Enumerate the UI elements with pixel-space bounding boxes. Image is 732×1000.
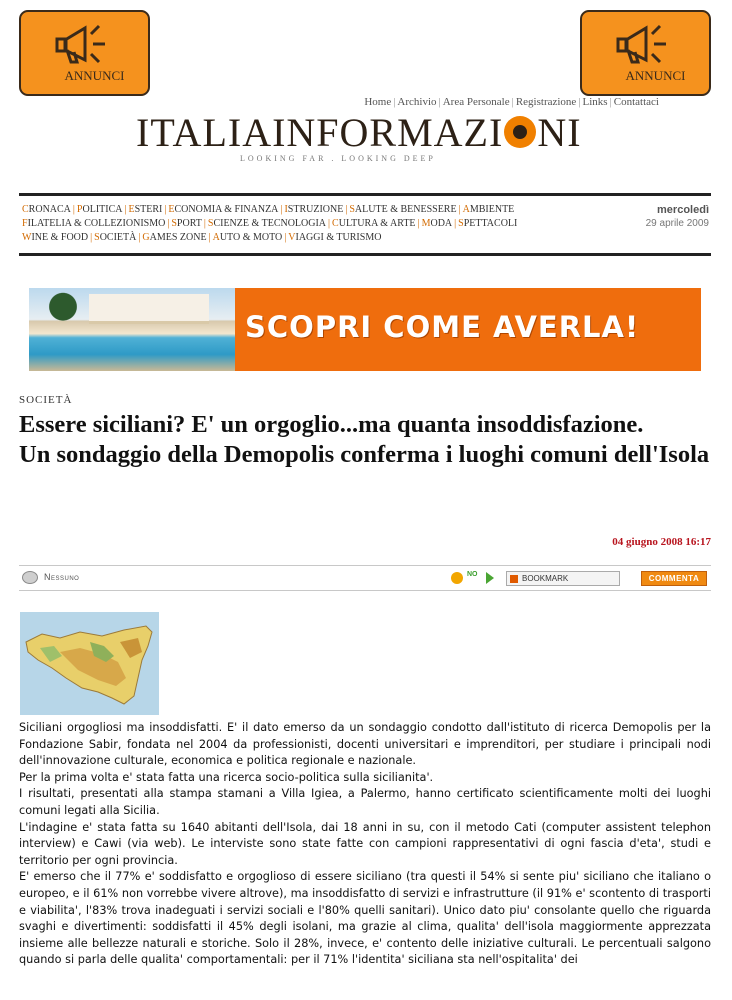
logo-part-ni: NI [537, 110, 582, 155]
ad-label: ANNUNCI [64, 68, 125, 83]
link-home[interactable]: Home [364, 96, 392, 108]
nav-separator: | [458, 204, 461, 215]
article-headline [19, 410, 719, 470]
article-paragraph: Per la prima volta e' stata fatta una ricerca socio-politica sulla sicilianita'. [19, 770, 434, 784]
ad-banner[interactable] [29, 288, 701, 371]
nav-item-wine-food[interactable]: WINE & FOOD [22, 232, 89, 243]
article-toolbar [19, 565, 711, 591]
sicily-map-image [20, 612, 159, 715]
headline-line-2: Un sondaggio della Demopolis conferma i luoghi comuni dell'Isola [19, 441, 710, 468]
nav-item-politica[interactable]: POLITICA [76, 204, 123, 215]
nav-row [22, 231, 582, 245]
nav-separator: | [203, 218, 206, 229]
comment-count[interactable]: Nessuno [44, 572, 80, 582]
nav-item-viaggi-turismo[interactable]: VIAGGI & TURISMO [288, 232, 382, 243]
nav-separator: | [280, 204, 283, 215]
nav-item-auto-moto[interactable]: AUTO & MOTO [212, 232, 283, 243]
nav-separator: | [138, 232, 141, 243]
article-date: 04 giugno 2008 16:17 [612, 536, 711, 548]
ad-box-right[interactable] [580, 10, 711, 96]
nav-item-filatelia-collezionismo[interactable]: FILATELIA & COLLEZIONISMO [22, 218, 166, 229]
link-links[interactable]: Links [582, 96, 608, 108]
bookmark-button[interactable]: BOOKMARK [506, 571, 620, 586]
article-paragraph: Siciliani orgogliosi ma insoddisfatti. E' il dato emerso da un sondaggio condotto dall'istituto di ricerca Demopolis per la Fondazione Sabir, fondata nel 2004 da professionisti, docenti universitari e imprenditori, per studiare i principali nodi dell'innovazione culturale, economica e politica regionale e nazionale. [19, 721, 711, 768]
nav-item-games-zone[interactable]: GAMES ZONE [142, 232, 207, 243]
nav-separator: | [328, 218, 331, 229]
nav-separator: | [124, 204, 127, 215]
ad-label: ANNUNCI [625, 68, 686, 83]
current-date [646, 204, 709, 229]
article-body [19, 720, 711, 969]
comment-button[interactable]: COMMENTA [641, 571, 707, 586]
speech-bubble-icon [22, 571, 38, 584]
banner-pool-photo [29, 288, 235, 371]
nav-separator: | [167, 218, 170, 229]
nav-row [22, 203, 582, 217]
date-full: 29 aprile 2009 [645, 218, 709, 229]
logo-part-informazi: INFORMAZI [272, 110, 504, 155]
nav-separator: | [90, 232, 93, 243]
nav-item-ambiente[interactable]: AMBIENTE [462, 204, 515, 215]
article-paragraph: L'indagine e' stata fatta su 1640 abitanti dell'Isola, dai 18 anni in su, con il metodo Cati (computer assistent telephon interview) e Cawi (via web). Le interviste sono state fatte con campioni rappresentativi di ogni fascia d'eta', studi e territorio per ogni provincia. [19, 820, 711, 867]
nav-separator: | [164, 204, 167, 215]
banner-text: SCOPRI COME AVERLA! [245, 310, 640, 344]
link-area-personale[interactable]: Area Personale [442, 96, 510, 108]
eye-icon [504, 116, 536, 148]
nav-separator: | [208, 232, 211, 243]
nav-separator: | [417, 218, 420, 229]
share-play-icon[interactable] [486, 572, 494, 584]
article-paragraph: E' emerso che il 77% e' soddisfatto e orgoglioso di essere siciliano (tra questi il 54% si sente piu' siciliano che italiano o europeo, e il 61% non vorrebbe vivere altrove), ma insoddisfatto di servizi e infrastrutture (il 91% e' scontento di trasporti e viabilita', l'83% trova inadeguati i servizi sociali e l'80% quelli sanitari). Unico dato piu' consolante quello che riguarda svaghi e divertimenti: soddisfatti il 45% degli isolani, ma grazie al clima, qualita' dell'isola maggiormente apprezzata insieme alle bellezze naturali e storiche. Solo il 28%, invece, e' contento delle iniziative culturali. Le percentuali salgono quando si parla delle qualita' comportamentali: per il 71% l'identita' siciliana sta nell'ospitalita' dei [19, 870, 711, 967]
nav-row [22, 217, 582, 231]
top-links: Home | Archivio | Area Personale | Registrazione | Links | Contattaci [364, 96, 659, 108]
article-paragraph: I risultati, presentati alla stampa stamani a Villa Igiea, a Palermo, hanno certificato scientificamente molti dei luoghi comuni legati alla Sicilia. [19, 787, 711, 817]
logo-tagline: LOOKING FAR . LOOKING DEEP [240, 154, 436, 163]
nav-item-spettacoli[interactable]: SPETTACOLI [458, 218, 518, 229]
nav-separator: | [345, 204, 348, 215]
date-day: mercoledì [657, 204, 709, 216]
link-archivio[interactable]: Archivio [397, 96, 437, 108]
nav-item-sport[interactable]: SPORT [171, 218, 202, 229]
megaphone-icon [612, 20, 682, 70]
nav-item-esteri[interactable]: ESTERI [128, 204, 163, 215]
category-nav [19, 193, 711, 256]
nav-item-moda[interactable]: MODA [421, 218, 453, 229]
nav-item-economia-finanza[interactable]: ECONOMIA & FINANZA [168, 204, 279, 215]
site-logo[interactable] [136, 110, 586, 163]
megaphone-icon [51, 20, 121, 70]
nav-item-cronaca[interactable]: CRONACA [22, 204, 71, 215]
ad-box-left[interactable] [19, 10, 150, 96]
nav-separator: | [284, 232, 287, 243]
nav-item-cultura-arte[interactable]: CULTURA & ARTE [332, 218, 416, 229]
share-no-icon[interactable]: NO [467, 571, 478, 578]
link-registrazione[interactable]: Registrazione [515, 96, 577, 108]
nav-item-societ[interactable]: SOCIETÀ [94, 232, 137, 243]
nav-item-scienze-tecnologia[interactable]: SCIENZE & TECNOLOGIA [207, 218, 327, 229]
nav-item-salute-benessere[interactable]: SALUTE & BENESSERE [349, 204, 457, 215]
logo-part-italia: ITALIA [136, 110, 273, 155]
section-label[interactable]: SOCIETÀ [19, 394, 73, 406]
nav-item-istruzione[interactable]: ISTRUZIONE [284, 204, 344, 215]
share-orange-icon[interactable] [451, 572, 463, 584]
headline-line-1: Essere siciliani? E' un orgoglio...ma quanta insoddisfazione. [19, 411, 644, 438]
link-contattaci[interactable]: Contattaci [613, 96, 659, 108]
nav-separator: | [72, 204, 75, 215]
nav-separator: | [454, 218, 457, 229]
